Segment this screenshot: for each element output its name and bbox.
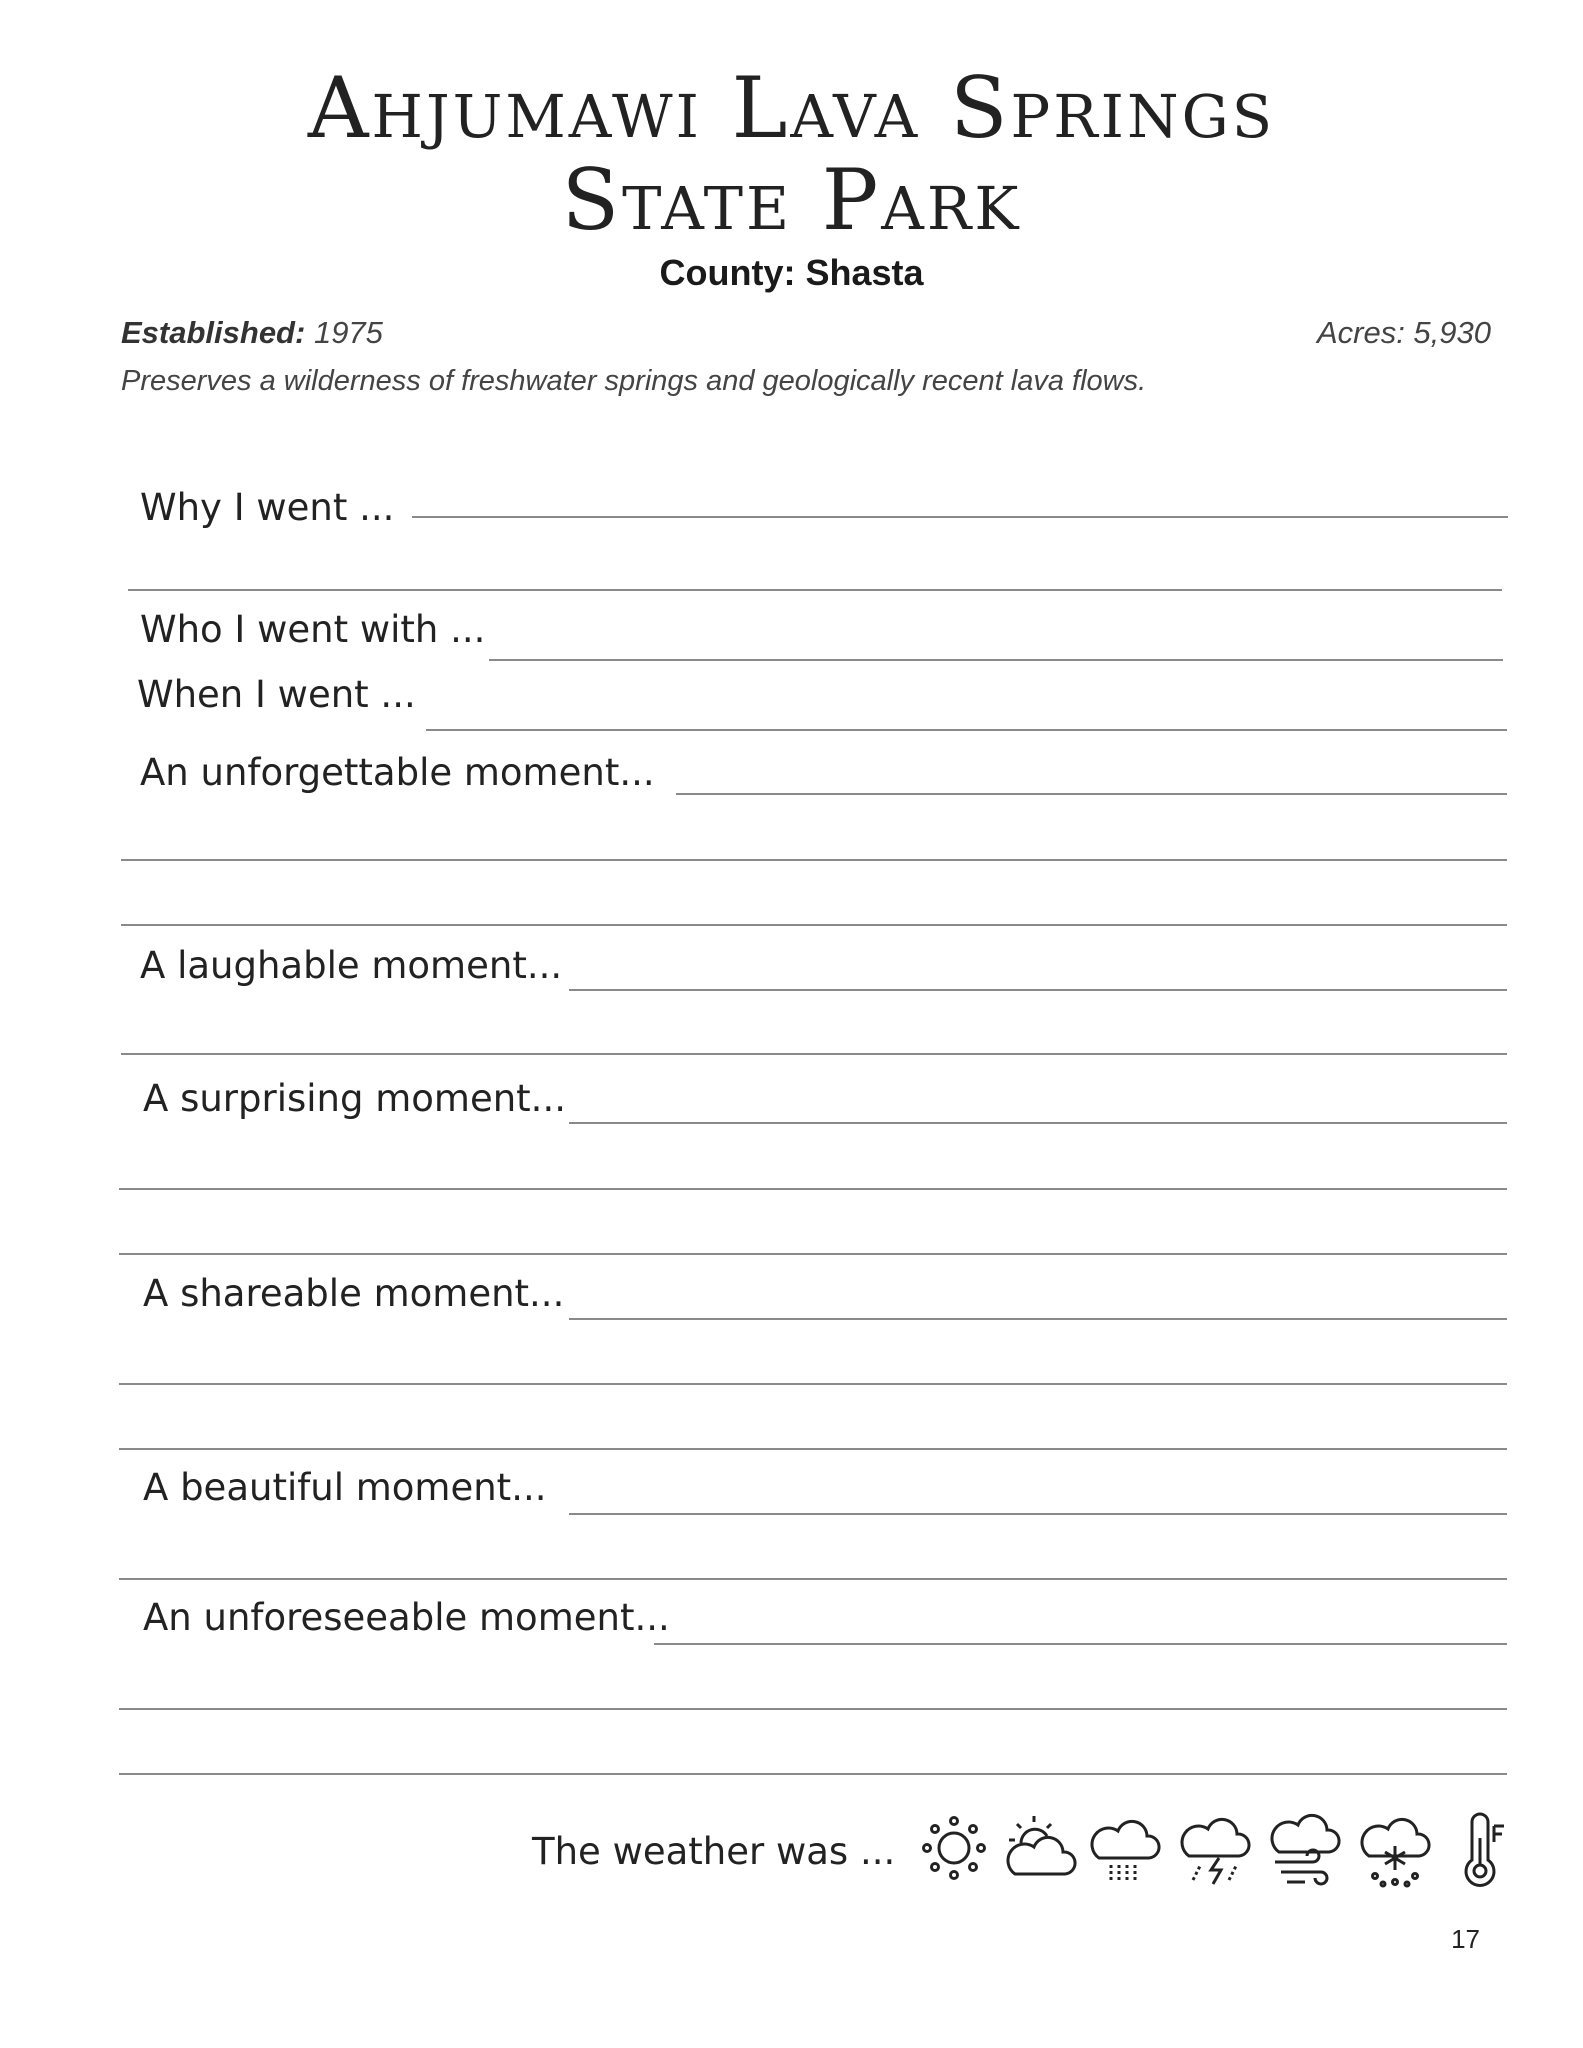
established-year: 1975 [313,315,383,350]
writing-line[interactable] [128,589,1502,591]
writing-line[interactable] [119,1253,1507,1255]
writing-line[interactable] [569,1122,1507,1124]
prompt-surprising: A surprising moment... [143,1077,566,1120]
prompt-beautiful: A beautiful moment... [143,1466,547,1509]
prompt-shareable: A shareable moment... [143,1272,565,1315]
park-title-line-2: State Park [561,151,1022,249]
writing-line[interactable] [121,859,1507,861]
thunderstorm-icon[interactable] [1175,1808,1255,1888]
established-info [121,315,383,351]
writing-line[interactable] [676,793,1507,795]
writing-line[interactable] [426,729,1507,731]
park-description: Preserves a wilderness of freshwater springs and geologically recent lava flows. [121,365,1147,397]
prompt-who: Who I went with ... [140,608,486,651]
prompt-why: Why I went ... [140,486,395,529]
acres-info: Acres: 5,930 [1316,315,1491,350]
county-label: County: Shasta [659,252,924,293]
writing-line[interactable] [412,516,1508,518]
writing-line[interactable] [119,1708,1507,1710]
writing-line[interactable] [119,1578,1507,1580]
writing-line[interactable] [119,1383,1507,1385]
writing-line[interactable] [121,924,1507,926]
writing-line[interactable] [569,1513,1507,1515]
prompt-unforeseeable: An unforeseeable moment... [143,1596,670,1639]
prompt-laughable: A laughable moment... [140,944,563,987]
weather-label: The weather was ... [532,1830,896,1873]
writing-line[interactable] [569,989,1507,991]
partly-cloudy-icon[interactable] [1001,1808,1081,1888]
writing-line[interactable] [489,659,1503,661]
windy-icon[interactable] [1265,1808,1345,1888]
writing-line[interactable] [119,1773,1507,1775]
prompt-when: When I went ... [137,673,416,716]
established-label: Established: [121,315,306,350]
rain-icon[interactable] [1085,1808,1165,1888]
writing-line[interactable] [654,1643,1507,1645]
prompt-unforgettable: An unforgettable moment... [140,751,655,794]
thermometer-icon[interactable] [1440,1808,1520,1888]
writing-line[interactable] [119,1188,1507,1190]
page-number: 17 [1451,1924,1480,1954]
park-title-line-1: Ahjumawi Lava Springs [307,59,1276,157]
writing-line[interactable] [569,1318,1507,1320]
sunny-icon[interactable] [914,1808,994,1888]
writing-line[interactable] [119,1448,1507,1450]
writing-line[interactable] [121,1053,1507,1055]
snow-icon[interactable] [1355,1808,1435,1888]
